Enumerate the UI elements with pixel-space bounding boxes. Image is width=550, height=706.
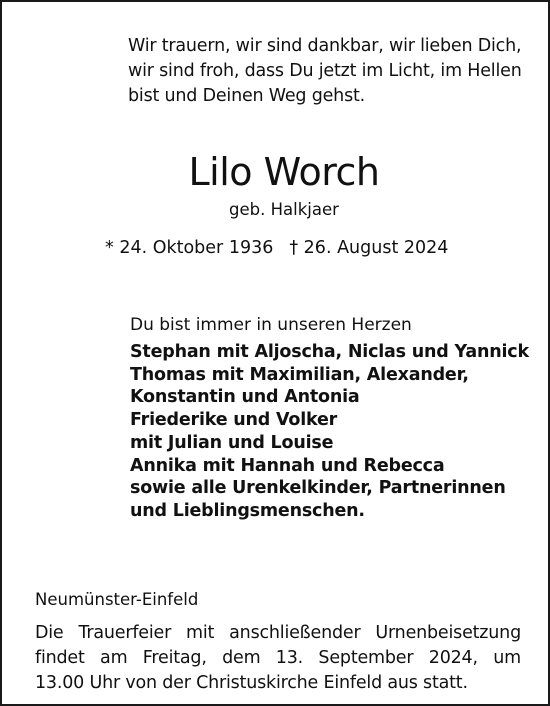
birth-date: * 24. Oktober 1936	[105, 238, 274, 258]
birth-name: geb. Halkjaer	[229, 200, 339, 219]
family-intro: Du bist immer in unseren Herzen	[130, 315, 412, 335]
ceremony-line: findet am Freitag, dem 13. September 2024, um	[35, 648, 521, 668]
life-dates	[105, 236, 448, 261]
poem-line: wir sind froh, dass Du jetzt im Licht, im Hellen	[128, 61, 522, 81]
family-list	[130, 341, 529, 523]
poem-line: Wir trauern, wir sind dankbar, wir lieben Dich,	[128, 36, 522, 56]
poem-line: bist und Deinen Weg gehst.	[128, 86, 366, 106]
family-line: Thomas mit Maximilian, Alexander,	[130, 364, 469, 385]
family-line: mit Julian und Louise	[130, 432, 334, 453]
ceremony-info	[35, 621, 521, 696]
family-line: Konstantin und Antonia	[130, 387, 360, 408]
family-line: und Lieblingsmenschen.	[130, 500, 365, 521]
family-line: Stephan mit Aljoscha, Niclas und Yannick	[130, 342, 529, 362]
family-line: Friederike und Volker	[130, 410, 338, 431]
ceremony-line: Die Trauerfeier mit anschließender Urnenbeisetzung	[35, 623, 521, 643]
location: Neumünster-Einfeld	[35, 590, 199, 609]
family-line: sowie alle Urenkelkinder, Partnerinnen	[130, 478, 506, 499]
deceased-name: Lilo Worch	[188, 150, 380, 194]
death-date: † 26. August 2024	[289, 238, 449, 258]
family-line: Annika mit Hannah und Rebecca	[130, 455, 445, 476]
poem	[128, 34, 522, 109]
ceremony-line: 13.00 Uhr von der Christuskirche Einfeld aus statt.	[35, 673, 468, 693]
